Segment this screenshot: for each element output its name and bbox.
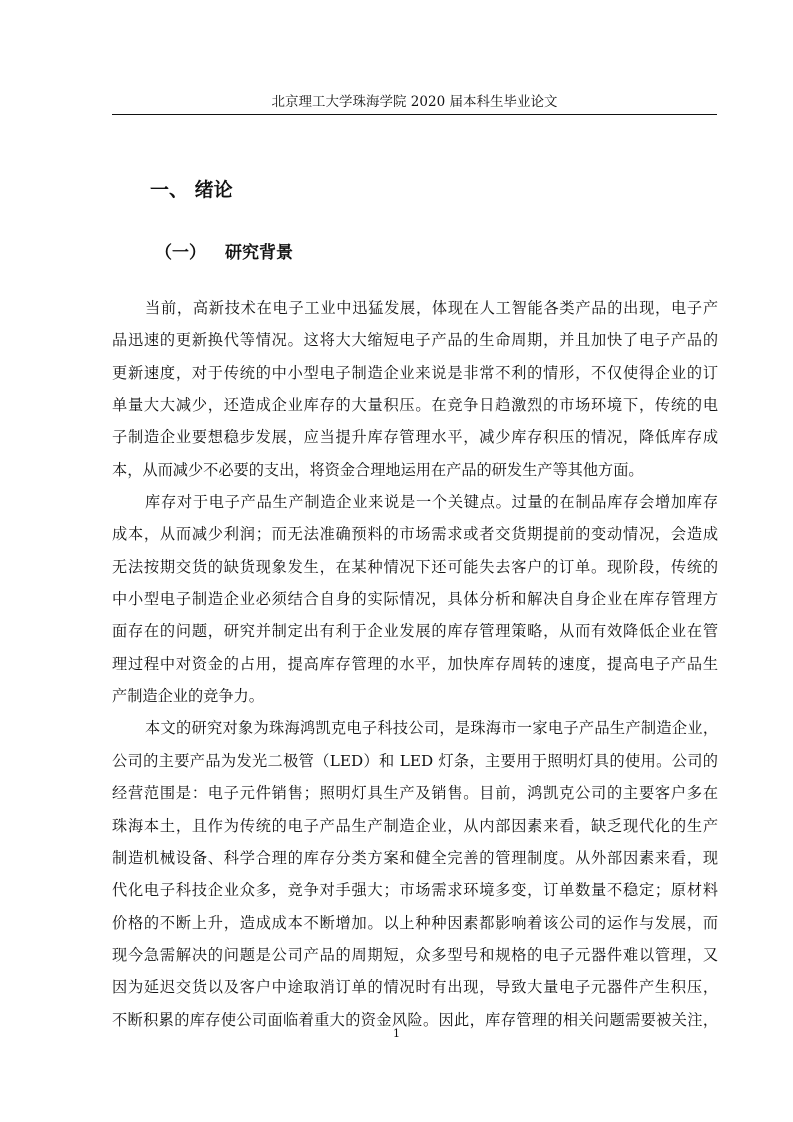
paragraph-3-line-10: 不断积累的库存使公司面临着重大的资金风险。因此，库存管理的相关问题需要被关注，	[112, 1010, 718, 1029]
section-title: 研究背景	[225, 243, 293, 263]
paragraph-1-line-5: 子制造企业要想稳步发展，应当提升库存管理水平，减少库存积压的情况，降低库存成	[112, 428, 718, 447]
paragraph-3-line-9: 因为延迟交货以及客户中途取消订单的情况时有出现，导致大量电子元器件产生积压，	[112, 978, 718, 997]
header-rule	[112, 114, 717, 115]
paragraph-3-line-3: 经营范围是：电子元件销售；照明灯具生产及销售。目前，鸿凯克公司的主要客户多在	[112, 784, 718, 803]
chapter-title: 一、 绪论	[150, 179, 233, 201]
paragraph-2-line-4: 中小型电子制造企业必须结合自身的实际情况，具体分析和解决自身企业在库存管理方	[112, 590, 718, 609]
paragraph-2-line-6: 理过程中对资金的占用，提高库存管理的水平，加快库存周转的速度，提高电子产品生	[112, 654, 718, 673]
paragraph-1-line-2: 品迅速的更新换代等情况。这将大大缩短电子产品的生命周期，并且加快了电子产品的	[112, 331, 718, 350]
paragraph-3-line-4: 珠海本土，且作为传统的电子产品生产制造企业，从内部因素来看，缺乏现代化的生产	[112, 816, 718, 835]
paragraph-1-line-6: 本，从而减少不必要的支出，将资金合理地运用在产品的研发生产等其他方面。	[112, 460, 644, 479]
paragraph-2-line-2: 成本，从而减少利润；而无法准确预料的市场需求或者交货期提前的变动情况，会造成	[112, 525, 718, 544]
paragraph-2-line-1: 库存对于电子产品生产制造企业来说是一个关键点。过量的在制品库存会增加库存	[145, 493, 718, 512]
paragraph-3-line-1: 本文的研究对象为珠海鸿凯克电子科技公司，是珠海市一家电子产品生产制造企业，	[145, 719, 718, 738]
paragraph-1-line-3: 更新速度，对于传统的中小型电子制造企业来说是非常不利的情形，不仅使得企业的订	[112, 363, 718, 382]
paragraph-2-line-7: 产制造企业的竞争力。	[112, 687, 264, 706]
section-number: （一）	[155, 243, 206, 263]
paragraph-3-line-6: 代化电子科技企业众多，竞争对手强大；市场需求环境多变，订单数量不稳定；原材料	[112, 881, 718, 900]
paragraph-3-line-7: 价格的不断上升，造成成本不断增加。以上种种因素都影响着该公司的运作与发展，而	[112, 913, 718, 932]
paragraph-3-line-8: 现今急需解决的问题是公司产品的周期短，众多型号和规格的电子元器件难以管理，又	[112, 945, 718, 964]
paragraph-1-line-4: 单量大大减少，还造成企业库存的大量积压。在竞争日趋激烈的市场环境下，传统的电	[112, 396, 718, 415]
paragraph-2-line-5: 面存在的问题，研究并制定出有利于企业发展的库存管理策略，从而有效降低企业在管	[112, 622, 718, 641]
running-header: 北京理工大学珠海学院 2020 届本科生毕业论文	[271, 94, 558, 110]
paragraph-3-line-5: 制造机械设备、科学合理的库存分类方案和健全完善的管理制度。从外部因素来看，现	[112, 848, 718, 867]
section-heading	[155, 239, 293, 267]
paragraph-2-line-3: 无法按期交货的缺货现象发生，在某种情况下还可能失去客户的订单。现阶段，传统的	[112, 557, 718, 576]
paragraph-1-line-1: 当前，高新技术在电子工业中迅猛发展，体现在人工智能各类产品的出现，电子产	[145, 299, 718, 317]
page-number: 1	[393, 1027, 400, 1040]
paragraph-3-line-2: 公司的主要产品为发光二极管（LED）和 LED 灯条，主要用于照明灯具的使用。公司的	[112, 751, 718, 770]
body-text	[112, 292, 718, 1036]
